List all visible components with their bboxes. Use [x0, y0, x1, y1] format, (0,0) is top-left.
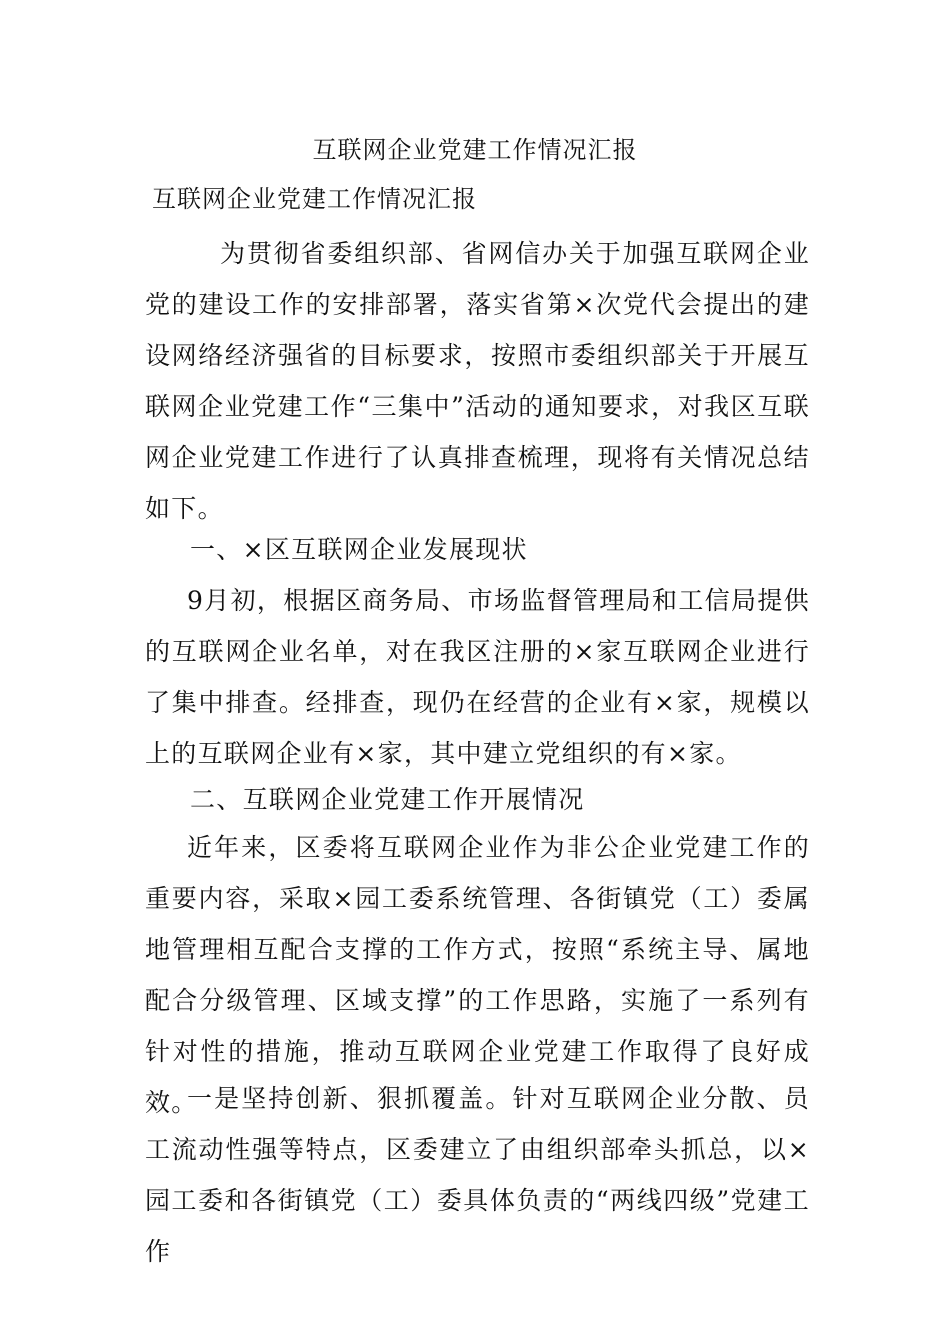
paragraph-first-measure: 一是坚持创新、狠抓覆盖。针对互联网企业分散、员工流动性强等特点，区委建立了由组织部牵头抓总，以×园工委和各街镇党（工）委具体负责的“两线四级”党建工作	[145, 1084, 810, 1266]
document-title: 互联网企业党建工作情况汇报	[312, 136, 638, 164]
paragraph-intro: 为贯彻省委组织部、省网信办关于加强互联网企业党的建设工作的安排部署，落实省第×次党代会提出的建设网络经济强省的目标要求，按照市委组织部关于开展互联网企业党建工作“三集中”活动的通知要求，对我区互联网企业党建工作进行了认真排查梳理，现将有关情况总结如下。	[145, 239, 810, 523]
section-heading-2: 二、互联网企业党建工作开展情况	[190, 785, 585, 814]
paragraph-status: 9月初，根据区商务局、市场监督管理局和工信局提供的互联网企业名单，对在我区注册的×家互联网企业进行了集中排查。经排查，现仍在经营的企业有×家，规模以上的互联网企业有×家，其中建立党组织的有×家。	[145, 586, 810, 768]
document-subtitle: 互联网企业党建工作情况汇报	[152, 185, 477, 213]
paragraph-work: 近年来，区委将互联网企业作为非公企业党建工作的重要内容，采取×园工委系统管理、各街镇党（工）委属地管理相互配合支撑的工作方式，按照“系统主导、属地配合分级管理、区域支撑”的工作思路，实施了一系列有针对性的措施，推动互联网企业党建工作取得了良好成效。	[145, 833, 810, 1117]
section-heading-1: 一、×区互联网企业发展现状	[190, 535, 528, 564]
